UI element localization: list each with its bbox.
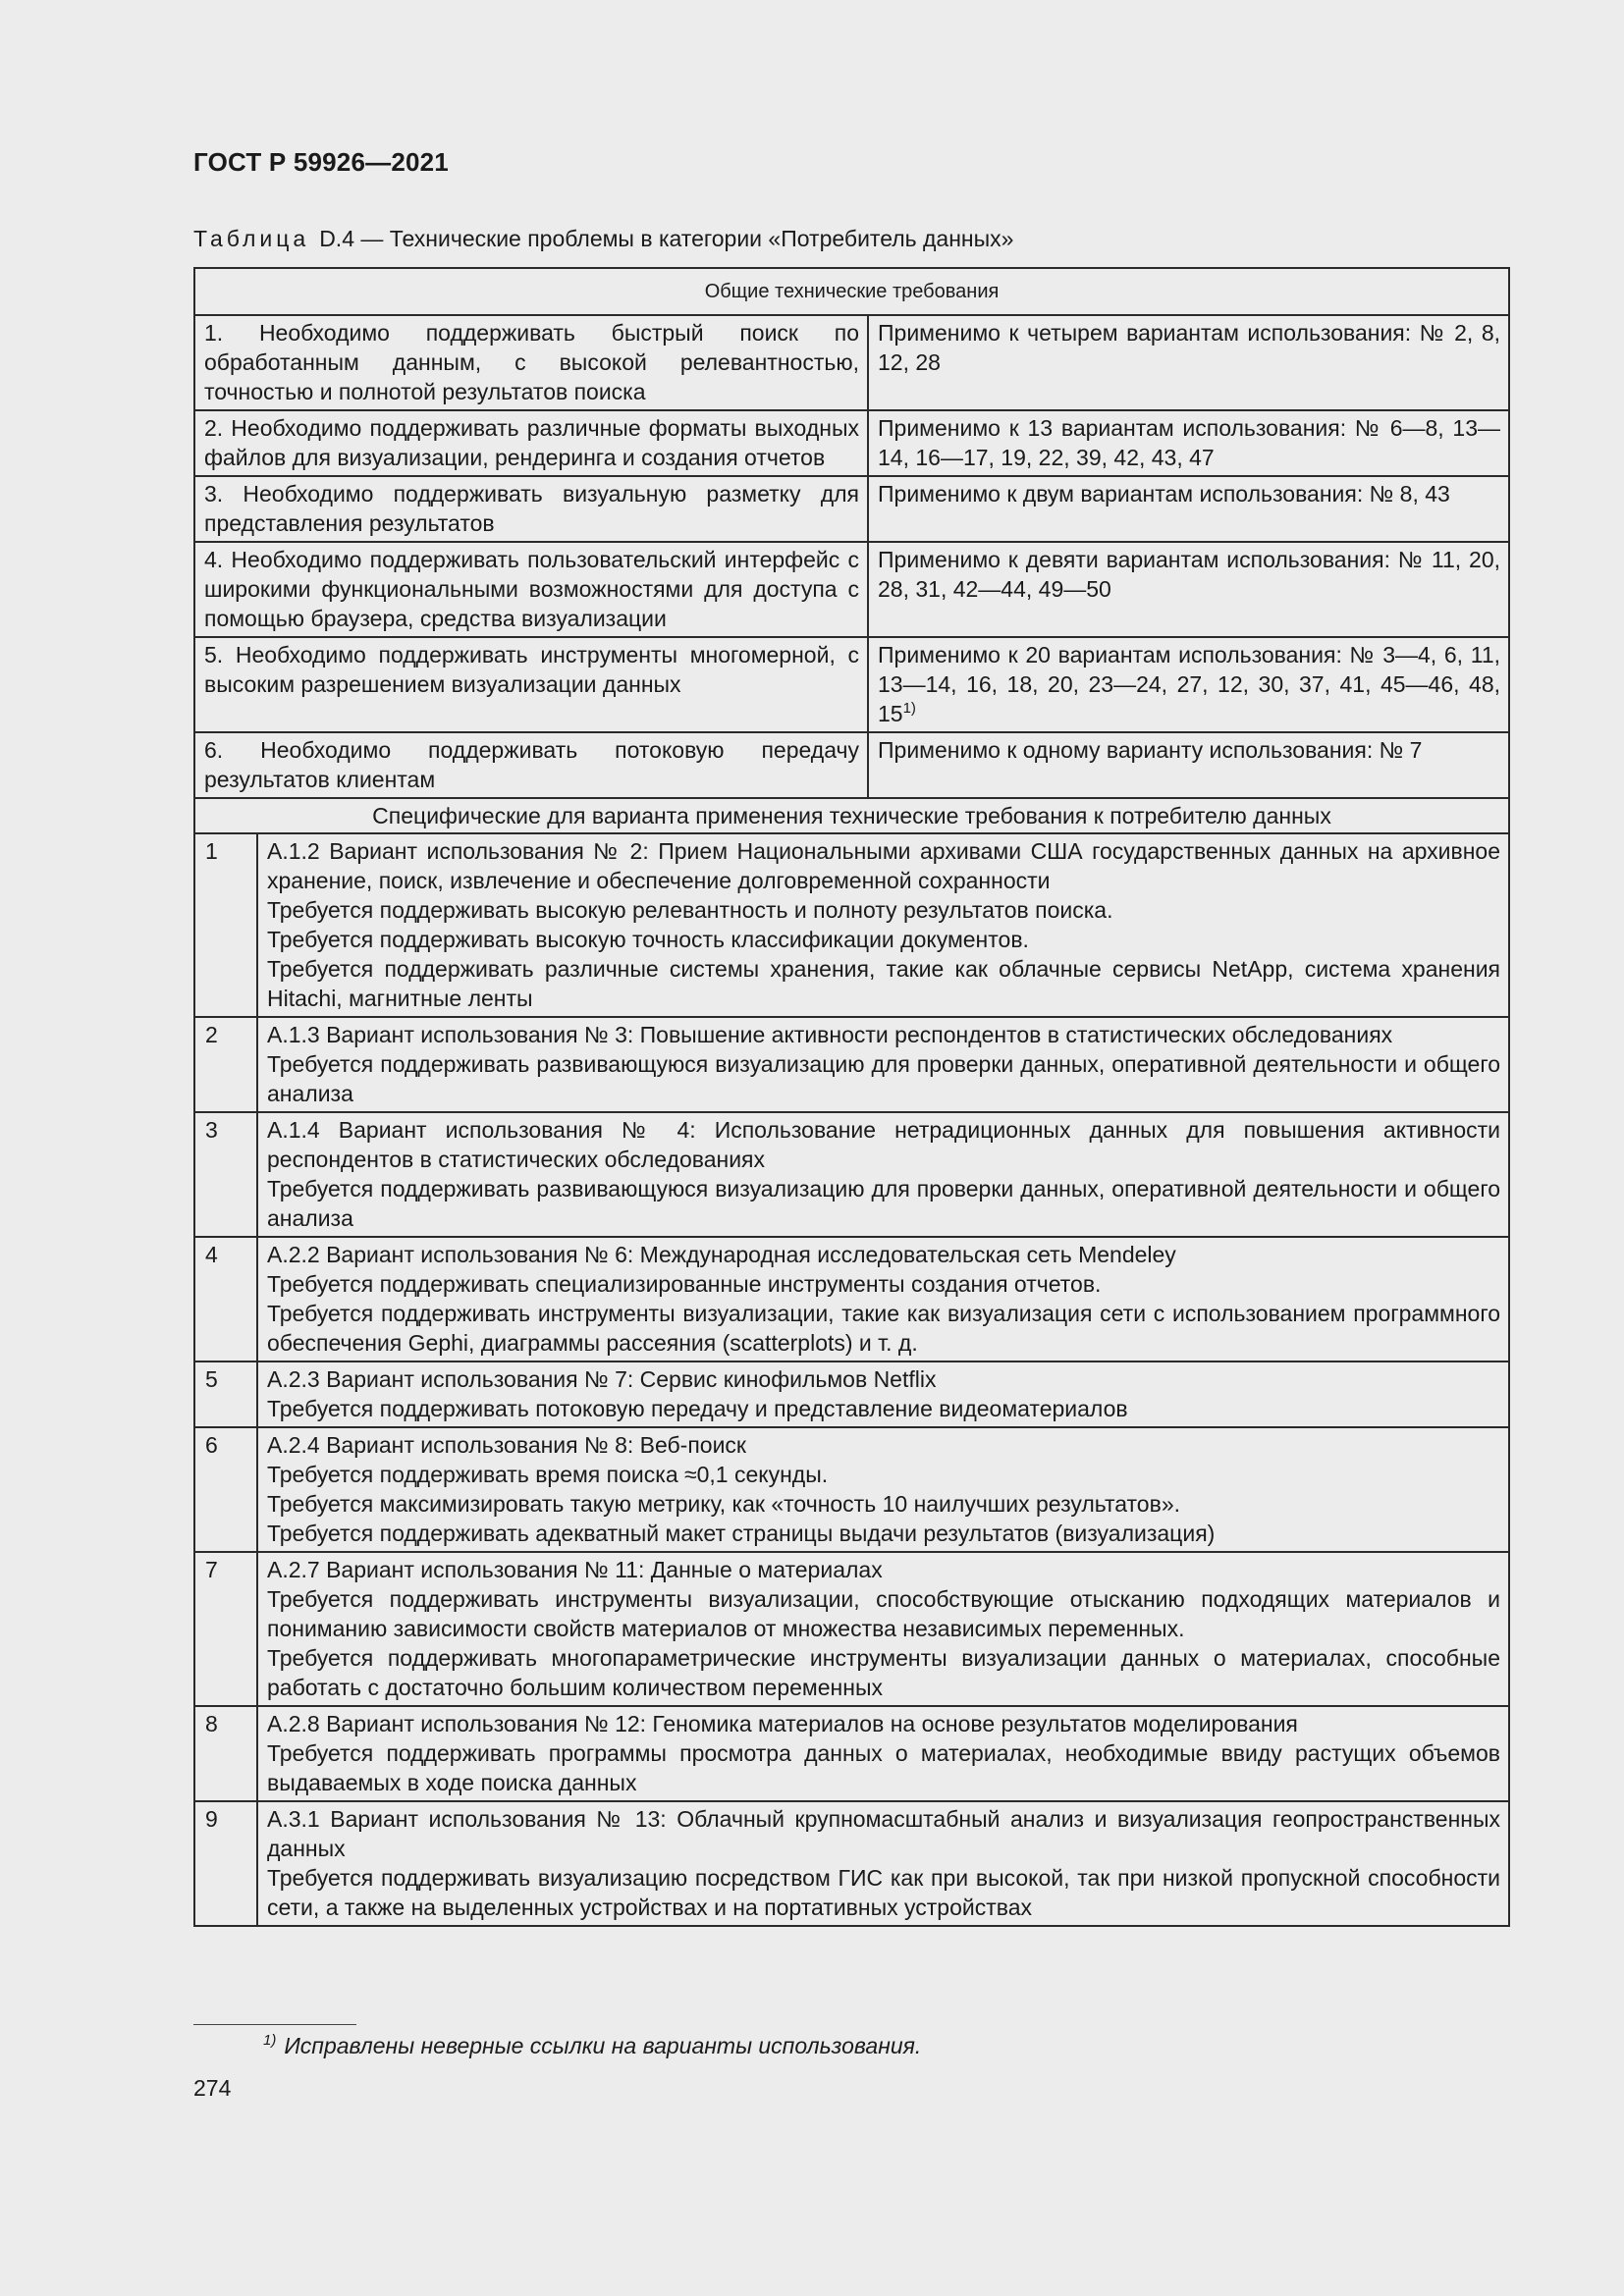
- specific-requirement-line: Требуется поддерживать инструменты визуализации, такие как визуализация сети с использованием программного обеспечения Gephi, диаграммы рассеяния (scatterplots) и т. д.: [267, 1301, 1501, 1356]
- general-requirement-row: [194, 476, 1509, 542]
- row-number: 2: [194, 1017, 257, 1112]
- footnote-text: Исправлены неверные ссылки на варианты использования.: [284, 2033, 922, 2058]
- specific-requirement-line: А.2.3 Вариант использования № 7: Сервис кинофильмов Netflix: [267, 1366, 937, 1392]
- table-caption: [193, 226, 1013, 252]
- general-applicability-text: Применимо к 20 вариантам использования: № 3—4, 6, 11, 13—14, 16, 18, 20, 23—24, 27, 12, 30, 37, 41, 45—46, 48, 15: [878, 642, 1501, 726]
- specific-requirement-line: Требуется поддерживать время поиска ≈0,1 секунды.: [267, 1462, 829, 1487]
- specific-requirement-row: [194, 1112, 1509, 1237]
- specific-requirement-row: [194, 1017, 1509, 1112]
- row-number: 5: [194, 1362, 257, 1427]
- general-applicability-cell: [868, 732, 1509, 798]
- table-caption-title: D.4 — Технические проблемы в категории «Потребитель данных»: [319, 226, 1014, 251]
- table-caption-word: Таблица: [193, 226, 310, 251]
- general-applicability-cell: [868, 476, 1509, 542]
- general-requirement-row: [194, 315, 1509, 410]
- specific-requirement-line: А.1.3 Вариант использования № 3: Повышение активности респондентов в статистических обследованиях: [267, 1022, 1393, 1047]
- specific-requirement-line: А.2.4 Вариант использования № 8: Веб-поиск: [267, 1432, 746, 1458]
- general-applicability-cell: [868, 542, 1509, 637]
- specific-requirement-line: Требуется поддерживать высокую релевантность и полноту результатов поиска.: [267, 897, 1113, 923]
- specific-requirement-line: А.3.1 Вариант использования № 13: Облачный крупномасштабный анализ и визуализация геопространственных данных: [267, 1806, 1501, 1861]
- general-applicability-text: Применимо к девяти вариантам использования: № 11, 20, 28, 31, 42—44, 49—50: [878, 547, 1501, 602]
- specific-requirement-line: Требуется поддерживать многопараметрические инструменты визуализации данных о материалах, способные работать с достаточно большим количеством переменных: [267, 1645, 1501, 1700]
- specific-requirement-line: Требуется поддерживать адекватный макет страницы выдачи результатов (визуализация): [267, 1521, 1216, 1546]
- general-heading-row: [194, 268, 1509, 315]
- specific-requirement-row: [194, 833, 1509, 1017]
- specific-requirement-cell: [257, 1427, 1509, 1552]
- specific-requirement-line: Требуется поддерживать специализированные инструменты создания отчетов.: [267, 1271, 1102, 1297]
- general-applicability-text: Применимо к четырем вариантам использования: № 2, 8, 12, 28: [878, 320, 1501, 375]
- row-number: 3: [194, 1112, 257, 1237]
- specific-requirement-line: Требуется поддерживать программы просмотра данных о материалах, необходимые ввиду растущих объемов выдаваемых в ходе поиска данных: [267, 1740, 1501, 1795]
- specific-requirement-cell: [257, 1237, 1509, 1362]
- page-number: 274: [193, 2075, 232, 2101]
- general-requirement-row: [194, 410, 1509, 476]
- general-heading: Общие технические требования: [194, 268, 1509, 315]
- row-number: 9: [194, 1801, 257, 1926]
- row-number: 1: [194, 833, 257, 1017]
- general-applicability-text: Применимо к 13 вариантам использования: № 6—8, 13—14, 16—17, 19, 22, 39, 42, 43, 47: [878, 415, 1501, 470]
- specific-requirement-line: Требуется поддерживать визуализацию посредством ГИС как при высокой, так при низкой пропускной способности сети, а также на выделенных устройствах и на портативных устройствах: [267, 1865, 1501, 1920]
- general-requirement-text: 2. Необходимо поддерживать различные форматы выходных файлов для визуализации, рендеринга и создания отчетов: [194, 410, 868, 476]
- footnote-divider: [193, 2024, 356, 2025]
- specific-heading-row: [194, 798, 1509, 833]
- general-applicability-text: Применимо к одному варианту использования: № 7: [878, 737, 1423, 763]
- general-requirement-text: 4. Необходимо поддерживать пользовательский интерфейс с широкими функциональными возможностями для доступа с помощью браузера, средства визуализации: [194, 542, 868, 637]
- specific-requirement-cell: [257, 1017, 1509, 1112]
- row-number: 6: [194, 1427, 257, 1552]
- specific-requirement-line: Требуется поддерживать развивающуюся визуализацию для проверки данных, оперативной деятельности и общего анализа: [267, 1176, 1501, 1231]
- specific-requirement-row: [194, 1552, 1509, 1706]
- specific-requirement-row: [194, 1362, 1509, 1427]
- specific-requirement-cell: [257, 1112, 1509, 1237]
- specific-requirement-line: А.1.4 Вариант использования № 4: Использование нетрадиционных данных для повышения активности респондентов в статистических обследованиях: [267, 1117, 1501, 1172]
- specific-requirement-cell: [257, 833, 1509, 1017]
- specific-requirement-line: Требуется поддерживать развивающуюся визуализацию для проверки данных, оперативной деятельности и общего анализа: [267, 1051, 1501, 1106]
- specific-requirement-line: А.1.2 Вариант использования № 2: Прием Национальными архивами США государственных данных на архивное хранение, поиск, извлечение и обеспечение долговременной сохранности: [267, 838, 1501, 893]
- footnote-mark: 1): [263, 2032, 277, 2049]
- specific-requirement-line: А.2.7 Вариант использования № 11: Данные о материалах: [267, 1557, 883, 1582]
- standard-header: ГОСТ Р 59926—2021: [193, 147, 449, 177]
- specific-requirement-line: А.2.2 Вариант использования № 6: Международная исследовательская сеть Mendeley: [267, 1242, 1176, 1267]
- general-requirement-row: [194, 542, 1509, 637]
- specific-heading: Специфические для варианта применения технические требования к потребителю данных: [194, 798, 1509, 833]
- specific-requirement-cell: [257, 1362, 1509, 1427]
- specific-requirement-line: Требуется поддерживать высокую точность классификации документов.: [267, 927, 1029, 952]
- general-requirement-row: [194, 637, 1509, 732]
- specific-requirement-row: [194, 1801, 1509, 1926]
- requirements-table: [193, 267, 1510, 1927]
- row-number: 7: [194, 1552, 257, 1706]
- footnote: [263, 2032, 921, 2059]
- specific-requirement-row: [194, 1237, 1509, 1362]
- specific-requirement-cell: [257, 1552, 1509, 1706]
- specific-requirement-line: Требуется максимизировать такую метрику, как «точность 10 наилучших результатов».: [267, 1491, 1180, 1517]
- specific-requirement-cell: [257, 1801, 1509, 1926]
- specific-requirement-line: Требуется поддерживать потоковую передачу и представление видеоматериалов: [267, 1396, 1128, 1421]
- specific-requirement-line: А.2.8 Вариант использования № 12: Геномика материалов на основе результатов моделирования: [267, 1711, 1298, 1736]
- specific-requirement-row: [194, 1706, 1509, 1801]
- specific-requirement-line: Требуется поддерживать инструменты визуализации, способствующие отысканию подходящих материалов и пониманию зависимости свойств материалов от множества независимых переменных.: [267, 1586, 1501, 1641]
- general-requirement-text: 1. Необходимо поддерживать быстрый поиск по обработанным данным, с высокой релевантностью, точностью и полнотой результатов поиска: [194, 315, 868, 410]
- table-body: [194, 268, 1509, 1926]
- specific-requirement-row: [194, 1427, 1509, 1552]
- general-applicability-cell: [868, 315, 1509, 410]
- specific-requirement-line: Требуется поддерживать различные системы хранения, такие как облачные сервисы NetApp, система хранения Hitachi, магнитные ленты: [267, 956, 1501, 1011]
- general-applicability-text: Применимо к двум вариантам использования: № 8, 43: [878, 481, 1450, 507]
- general-requirement-text: 3. Необходимо поддерживать визуальную разметку для представления результатов: [194, 476, 868, 542]
- row-number: 8: [194, 1706, 257, 1801]
- general-requirement-text: 6. Необходимо поддерживать потоковую передачу результатов клиентам: [194, 732, 868, 798]
- specific-requirement-cell: [257, 1706, 1509, 1801]
- general-applicability-cell: [868, 637, 1509, 732]
- footnote-reference: 1): [902, 700, 916, 717]
- row-number: 4: [194, 1237, 257, 1362]
- general-applicability-cell: [868, 410, 1509, 476]
- general-requirement-text: 5. Необходимо поддерживать инструменты многомерной, с высоким разрешением визуализации данных: [194, 637, 868, 732]
- general-requirement-row: [194, 732, 1509, 798]
